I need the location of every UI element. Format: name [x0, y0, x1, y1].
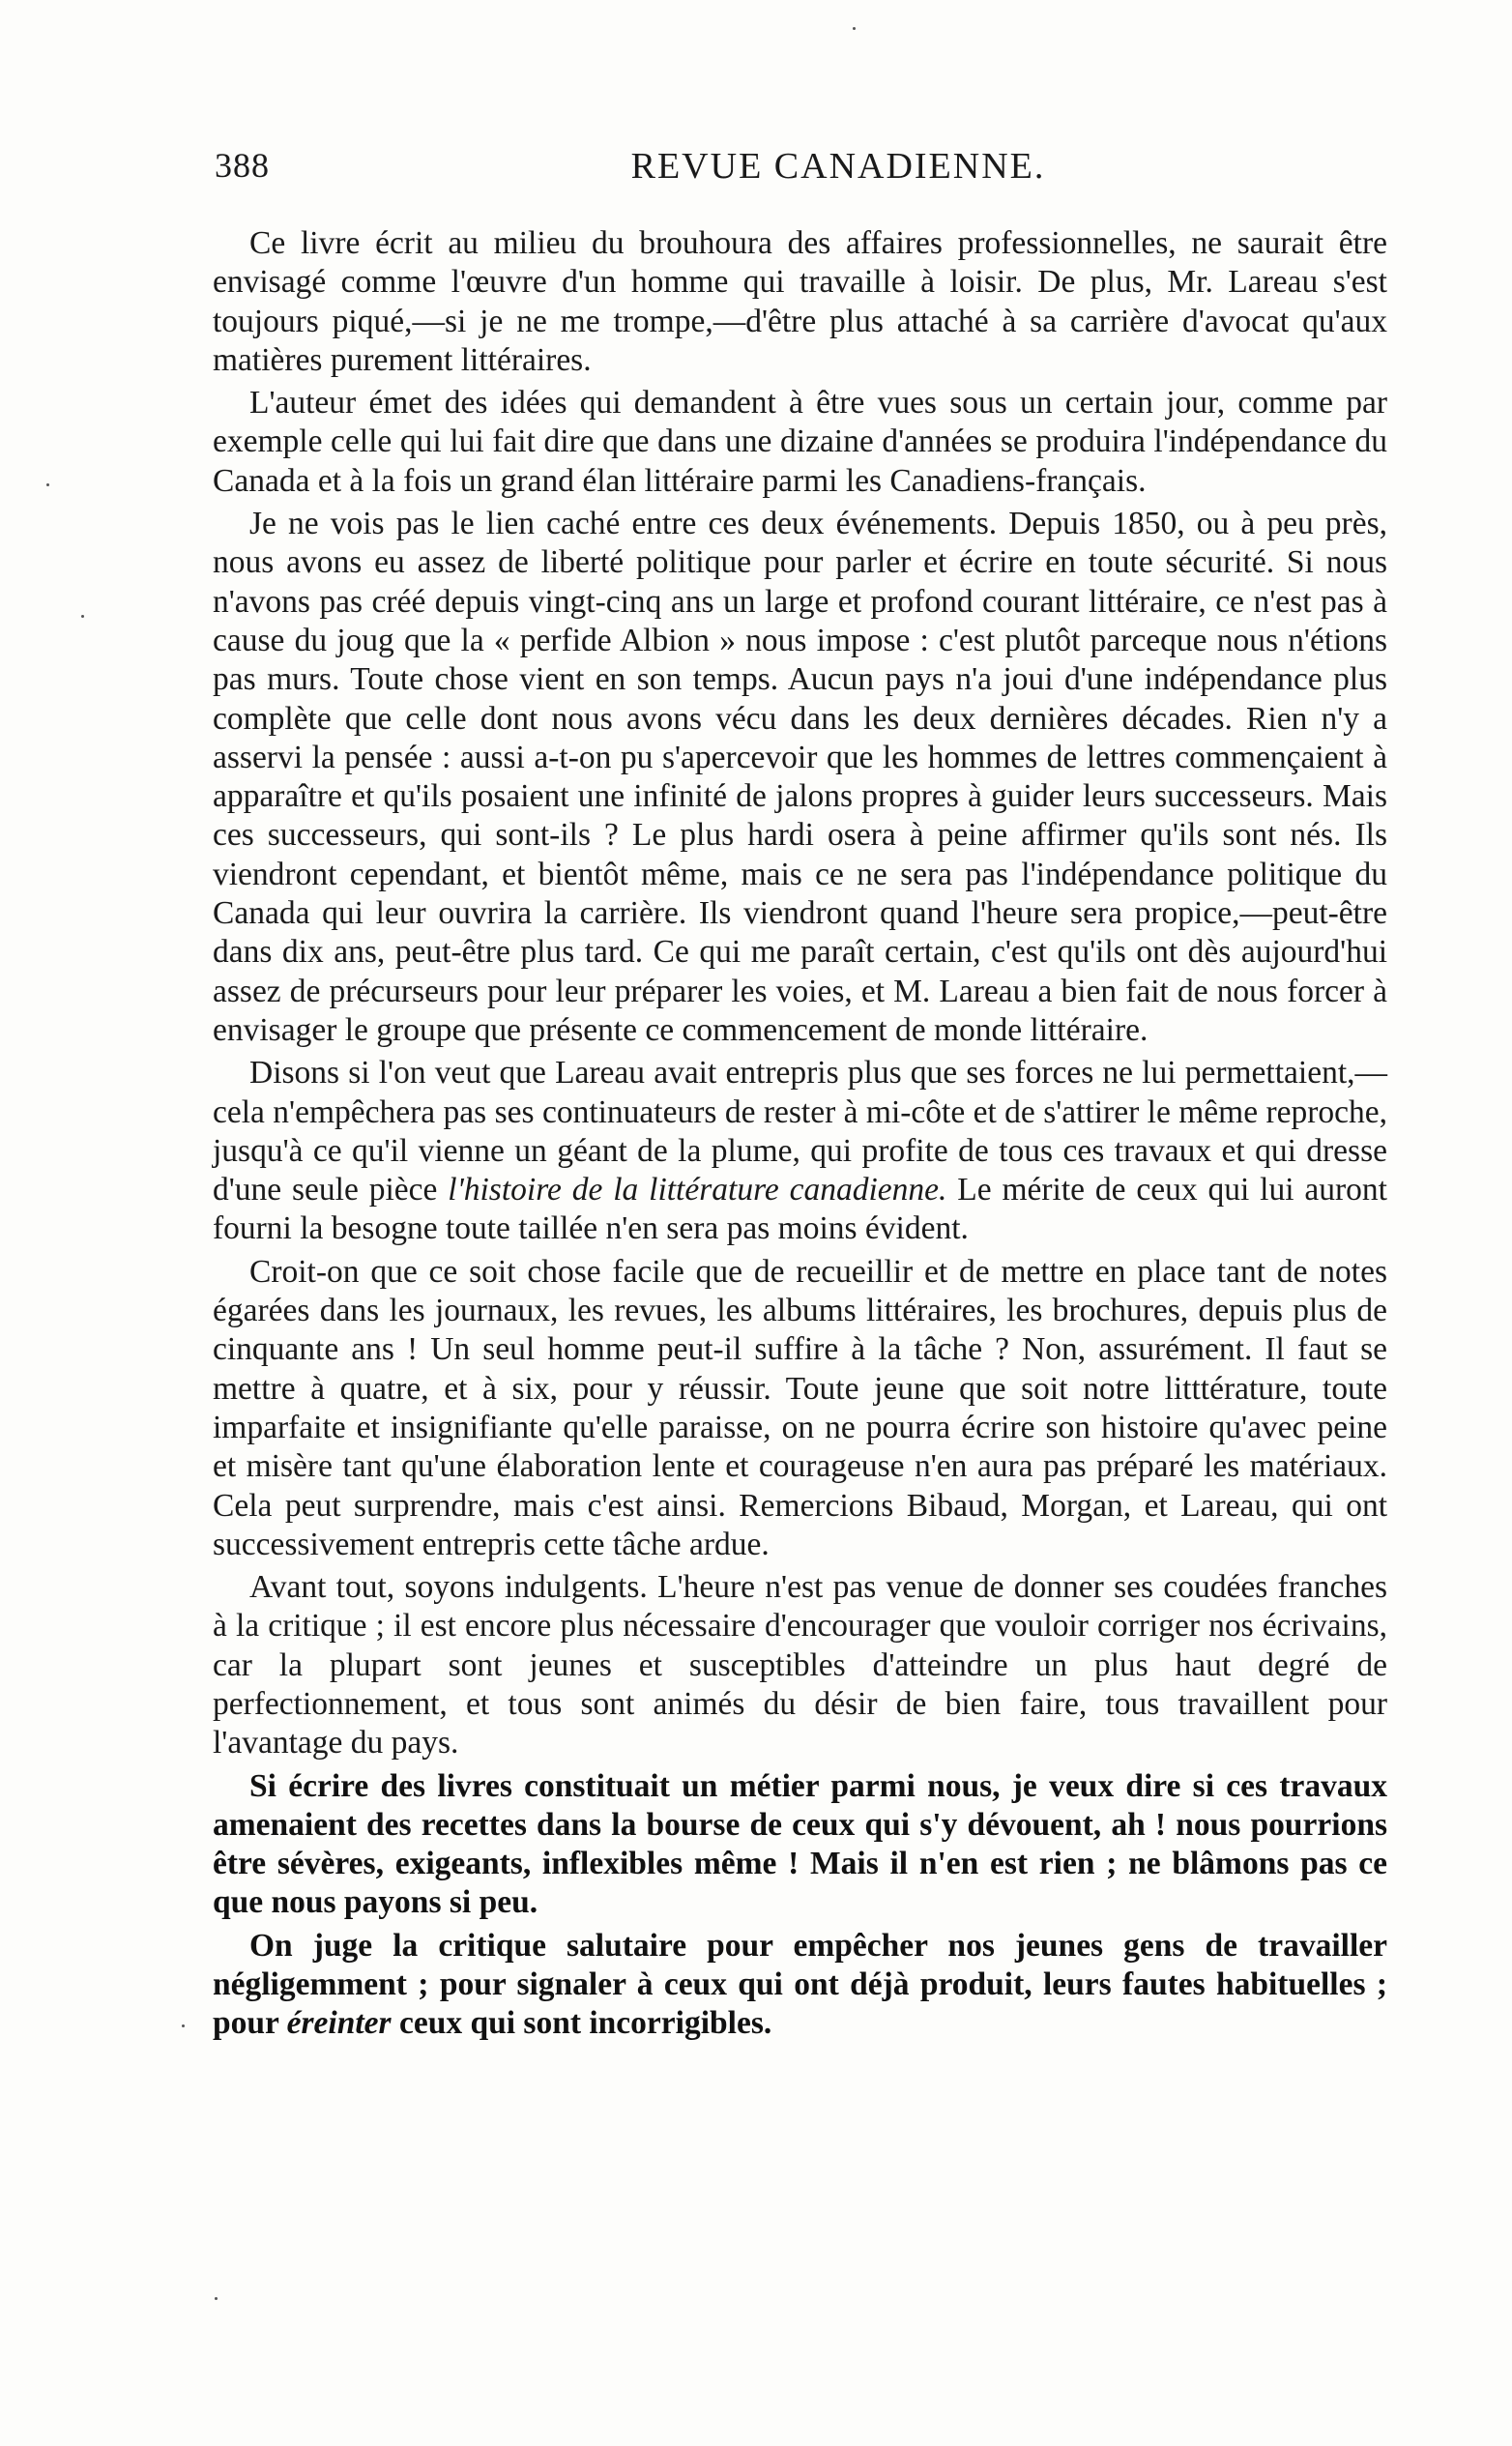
paragraph: Je ne vois pas le lien caché entre ces deux événements. Depuis 1850, ou à peu près, nous avons eu assez de liberté politique pour parler et écrire en toute sécurité. Si nous n'avons pas créé depuis vingt-cinq ans un large et profond courant littéraire, ce n'est pas à cause du joug que la « perfide Albion » nous impose : c'est plutôt parceque nous n'étions pas murs. Toute chose vient en son temps. Aucun pays n'a joui d'une indépendance plus complète que celle dont nous avons vécu dans les deux dernières décades. Rien n'y a asservi la pensée : aussi a-t-on pu s'apercevoir que les hommes de lettres commençaient à apparaître et qu'ils posaient une infinité de jalons propres à guider leurs successeurs. Mais ces successeurs, qui sont-ils ? Le plus hardi osera à peine affirmer qu'ils sont nés. Ils viendront cependant, et bientôt même, mais ce ne sera pas l'indépendance politique du Canada qui leur ouvrira la carrière. Ils viendront quand l'heure sera propice,—peut-être dans dix ans, peut-être plus tard. Ce qui me paraît certain, c'est qu'ils ont dès aujourd'hui assez de précurseurs pour leur préparer les voies, et M. Lareau a bien fait de nous forcer à envisager le groupe que présente ce commencement de monde littéraire.: [213, 506, 1387, 1048]
journal-title: REVUE CANADIENNE.: [630, 146, 1046, 187]
paragraph: Avant tout, soyons indulgents. L'heure n'est pas venue de donner ses coudées franches à la critique ; il est encore plus nécessaire d'encourager que vouloir corriger nos écrivains, car la plupart sont jeunes et susceptibles d'atteindre un plus haut degré de perfectionnement, et tous sont animés du désir de bien faire, tous travaillent pour l'avantage du pays.: [213, 1569, 1387, 1762]
running-header: [215, 145, 1384, 193]
paragraph-text: Le mérite de ceux qui lui auront fourni la besogne toute taillée n'en sera pas moins évident.: [213, 1172, 1387, 1247]
paragraph: [213, 1054, 1387, 1248]
scan-speck: [81, 615, 84, 618]
paragraph: Croit-on que ce soit chose facile que de recueillir et de mettre en place tant de notes égarées dans les journaux, les revues, les albums littéraires, les brochures, depuis plus de cinquante ans ! Un seul homme peut-il suffire à la tâche ? Non, assurément. Il faut se mettre à quatre, et à six, pour y réussir. Toute jeune que soit notre litttérature, toute imparfaite et insignifiante qu'elle paraisse, on ne pourra écrire son histoire qu'avec peine et misère tant qu'une élaboration lente et courageuse n'en aura pas préparé les matériaux. Cela peut surprendre, mais c'est ainsi. Remercions Bibaud, Morgan, et Lareau, qui ont successivement entrepris cette tâche ardue.: [213, 1253, 1387, 1562]
paragraph-text: ceux qui sont incorrigibles.: [391, 2005, 772, 2042]
italic-title: l'histoire de la littérature canadienne.: [448, 1172, 947, 1208]
paragraph: L'auteur émet des idées qui demandent à être vues sous un certain jour, comme par exemple celle qui lui fait dire que dans une dizaine d'années se produira l'indépendance du Canada et à la fois un grand élan littéraire parmi les Canadiens-français.: [213, 385, 1387, 499]
scan-speck: [46, 483, 49, 486]
page-number: 388: [215, 146, 270, 185]
paragraph-text: Disons si l'on veut que Lareau avait entrepris plus que ses forces ne lui permettaient,—cela n'empêchera pas ses continuateurs de rester à mi-côte et de s'attirer le même reproche, jusqu'à ce qu'il vienne un géant de la plume, qui profite de tous ces travaux et qui dresse d'une seule pièce: [213, 1055, 1387, 1208]
paragraph-text: On juge la critique salutaire pour empêcher nos jeunes gens de travailler négligemment ; pour signaler à ceux qui ont déjà produit, leurs fautes habituelles ; pour: [213, 1927, 1387, 2042]
scan-speck: [182, 2024, 185, 2027]
paragraph: Si écrire des livres constituait un métier parmi nous, je veux dire si ces travaux amenaient des recettes dans la bourse de ceux qui s'y dévouent, ah ! nous pourrions être sévères, exigeants, inflexibles même ! Mais il n'en est rien ; ne blâmons pas ce que nous payons si peu.: [213, 1767, 1387, 1921]
scan-speck: [215, 2297, 218, 2300]
paragraph: [213, 1927, 1387, 2044]
paragraph: Ce livre écrit au milieu du brouhoura des affaires professionnelles, ne saurait être envisagé comme l'œuvre d'un homme qui travaille à loisir. De plus, Mr. Lareau s'est toujours piqué,—si je ne me trompe,—d'être plus attaché à sa carrière d'avocat qu'aux matières purement littéraires.: [213, 225, 1387, 378]
italic-word: éreinter: [286, 2005, 392, 2042]
article-body: [213, 224, 1387, 2048]
scan-speck: [853, 27, 856, 30]
